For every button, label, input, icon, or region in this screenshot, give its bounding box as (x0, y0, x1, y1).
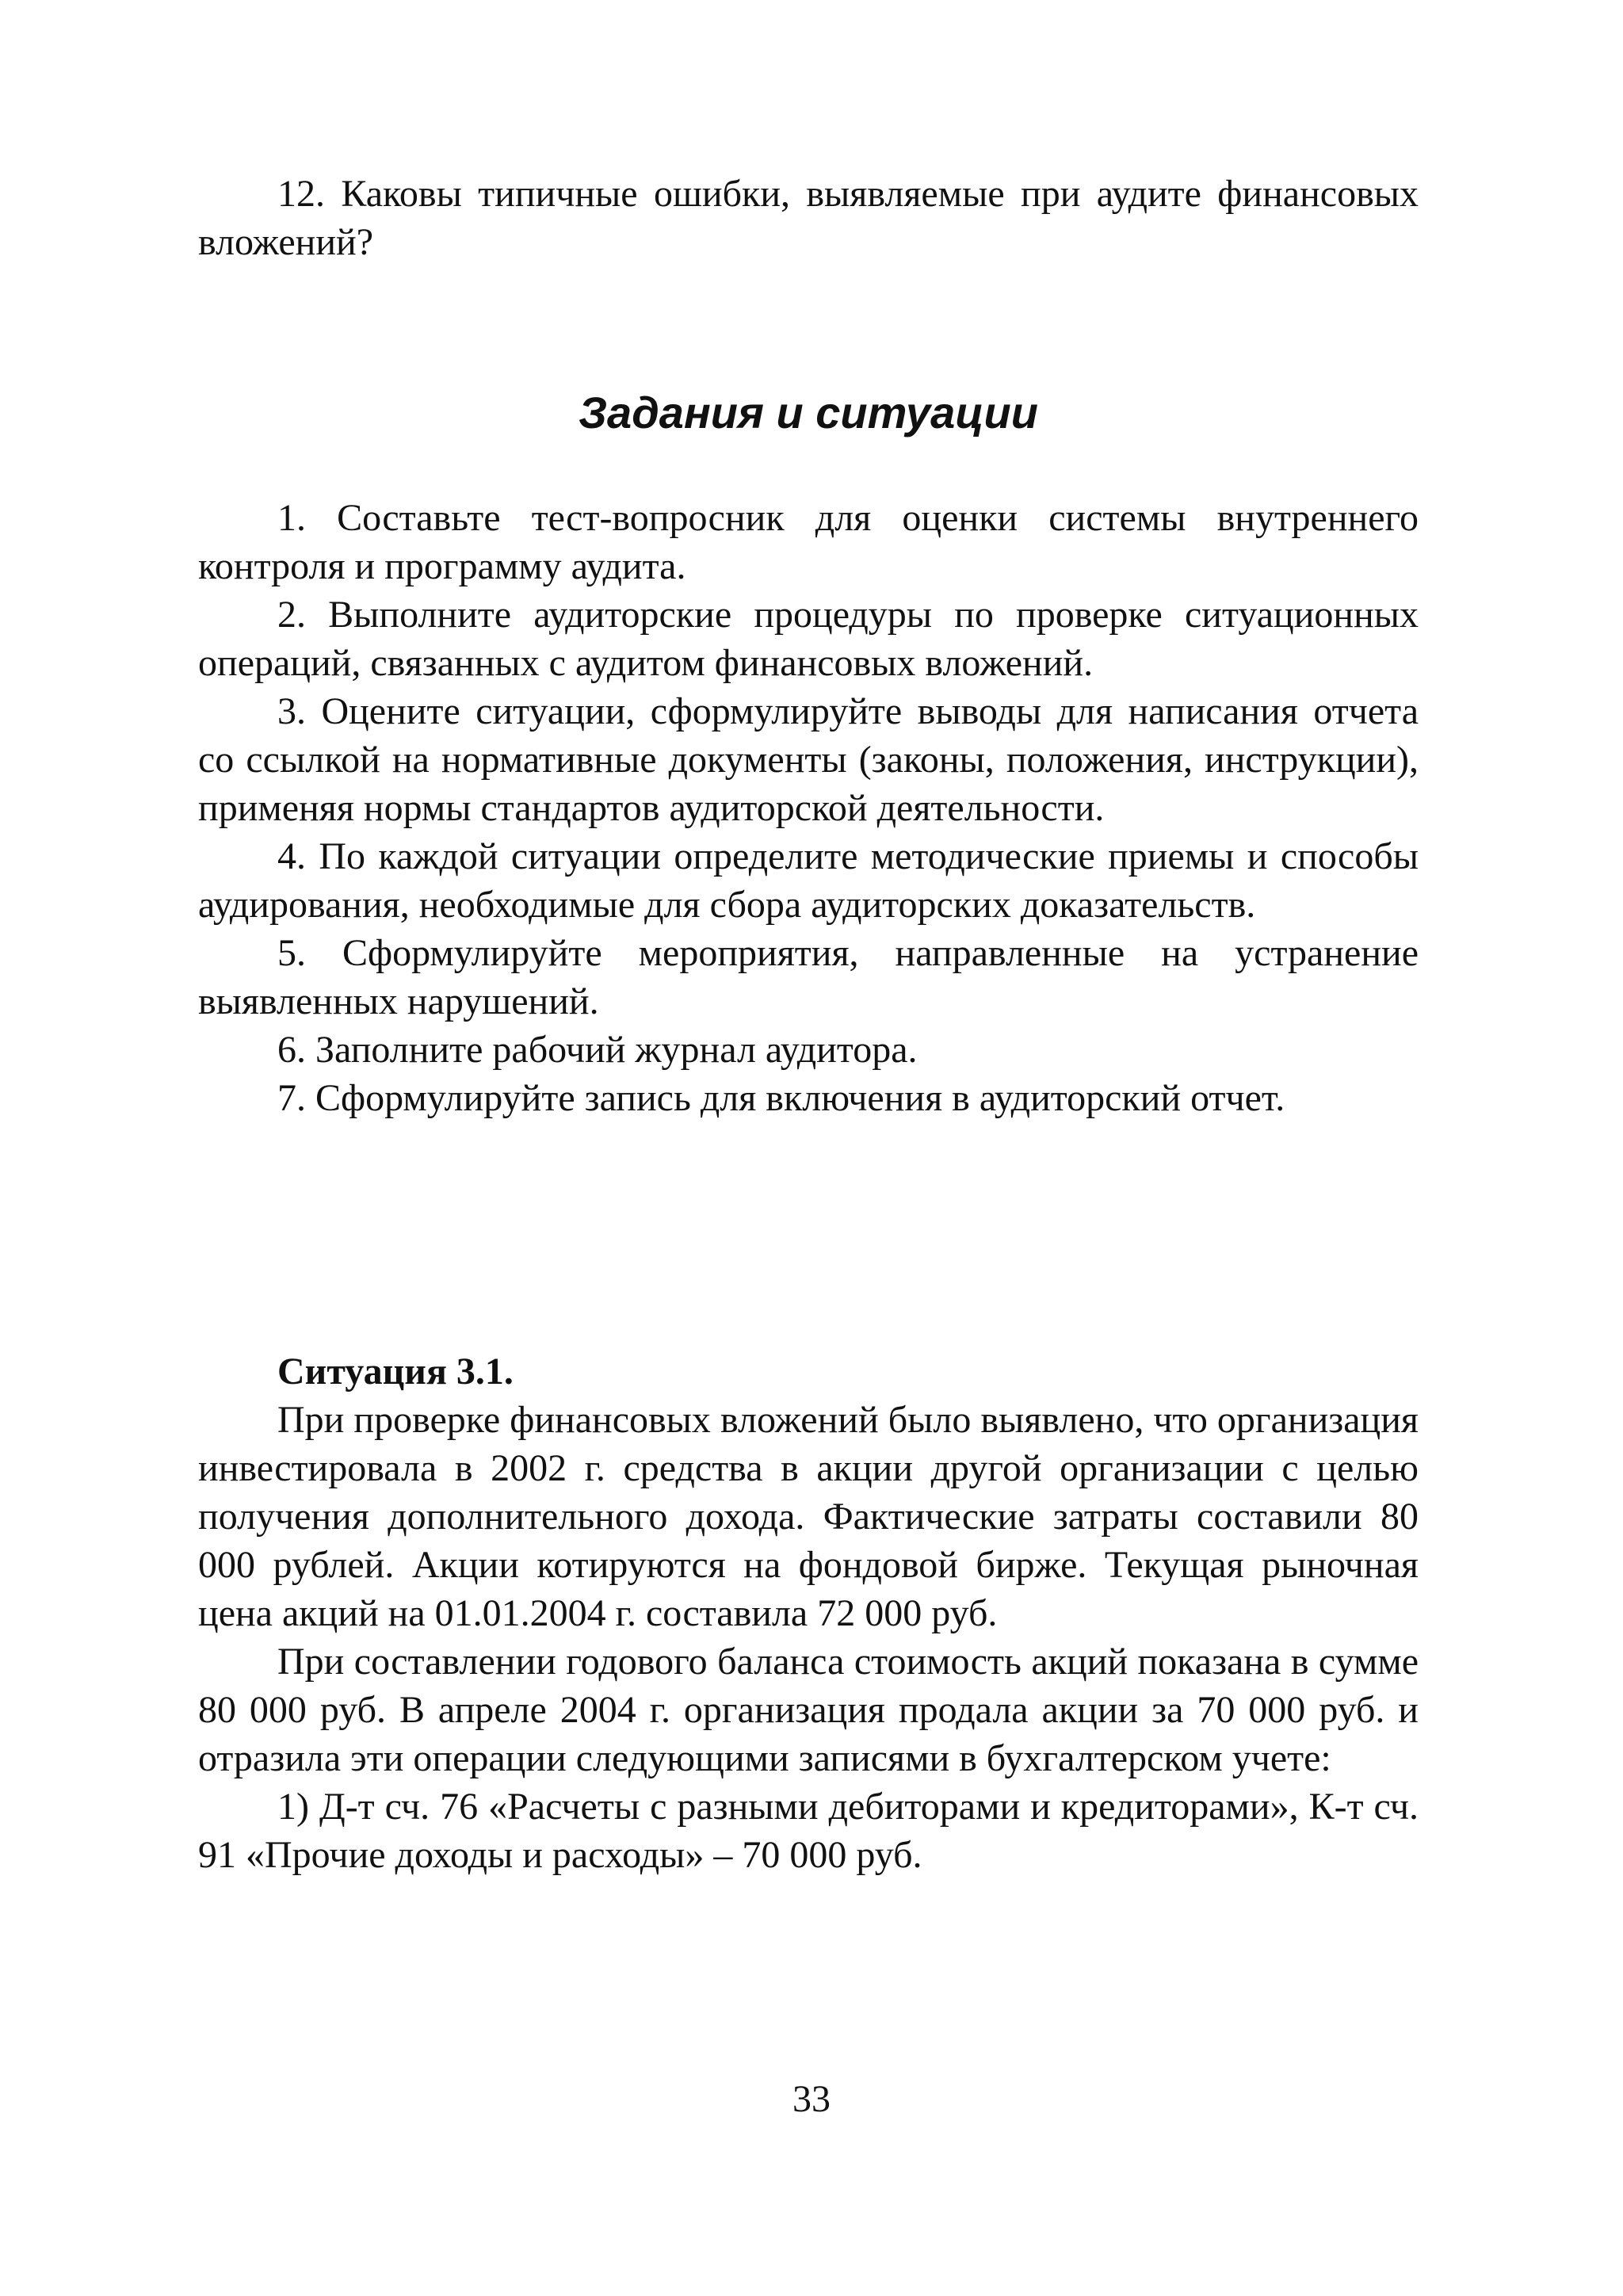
situation-paragraph: При проверке финансовых вложений было выявлено, что организация инвестировала в 2002 г. средства в акции другой организации с целью получения дополнительного дохода. Фактические затраты составили 80 000 рублей. Акции котируются на фондовой бирже. Текущая рыночная цена акций на 01.01.2004 г. составила 72 000 руб. (198, 1399, 1419, 1634)
situation-block (198, 1347, 1419, 1879)
task-item: 5. Сформулируйте мероприятия, направленные на устранение выявленных нарушений. (198, 932, 1419, 1022)
situation-paragraph: При составлении годового баланса стоимость акций показана в сумме 80 000 руб. В апреле 2004 г. организация продала акции за 70 000 руб. и отразила эти операции следующими записями в бухгалтерском учете: (198, 1641, 1419, 1779)
tasks-list (198, 494, 1419, 1122)
task-item: 4. По каждой ситуации определите методические приемы и способы аудирования, необходимые для сбора аудиторских доказательств. (198, 835, 1419, 926)
task-item: 3. Оцените ситуации, сформулируйте выводы для написания отчета со ссылкой на нормативные документы (законы, положения, инструкции), применяя нормы стандартов аудиторской деятельности. (198, 690, 1419, 829)
section-heading: Задания и ситуации (579, 388, 1038, 437)
task-item: 2. Выполните аудиторские процедуры по проверке ситуационных операций, связанных с аудитом финансовых вложений. (198, 594, 1419, 684)
situation-title: Ситуация 3.1. (277, 1350, 514, 1392)
task-item: 1. Составьте тест-вопросник для оценки системы внутреннего контроля и программу аудита. (198, 497, 1419, 587)
page-number: 33 (792, 2078, 831, 2120)
question-12: 12. Каковы типичные ошибки, выявляемые при аудите финансовых вложений? (198, 173, 1419, 263)
task-item: 6. Заполните рабочий журнал аудитора. (277, 1029, 918, 1071)
task-item: 7. Сформулируйте запись для включения в аудиторский отчет. (277, 1077, 1285, 1119)
situation-entry: 1) Д-т сч. 76 «Расчеты с разными дебиторами и кредиторами», К-т сч. 91 «Прочие доходы и расходы» – 70 000 руб. (198, 1786, 1419, 1876)
question-block (198, 170, 1419, 266)
